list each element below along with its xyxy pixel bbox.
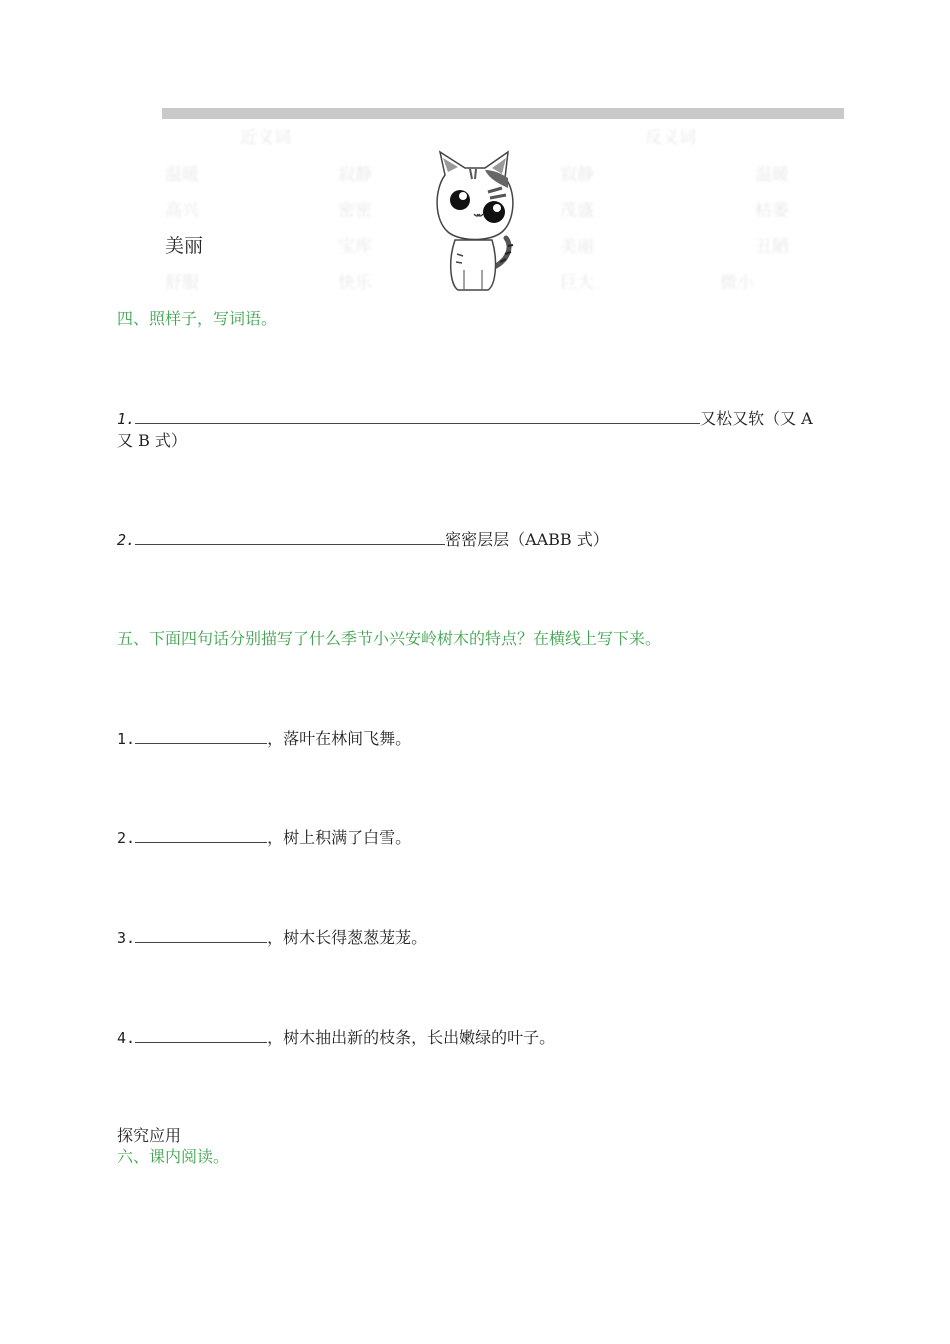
table-header-bar xyxy=(162,108,844,119)
section4-q2 xyxy=(117,527,609,550)
table-cell: 温暖 xyxy=(165,165,199,185)
q2-tail: 密密层层（AABB 式） xyxy=(445,530,609,549)
item-number: 4. xyxy=(117,1029,136,1047)
section5-title: 五、下面四句话分别描写了什么季节小兴安岭树木的特点？在横线上写下来。 xyxy=(117,629,662,648)
q1-tail: 又松又软（又 A xyxy=(700,409,813,428)
answer-blank[interactable] xyxy=(135,530,445,545)
table-cell: 温暖 xyxy=(755,165,789,185)
left-header: 近义词 xyxy=(240,128,291,148)
item-number: 1. xyxy=(117,730,136,748)
section5-item-1 xyxy=(117,726,411,749)
table-cell: 高兴 xyxy=(165,201,199,221)
section5-item-3 xyxy=(117,925,427,948)
table-cell: 舒服 xyxy=(165,273,199,293)
item-number: 3. xyxy=(117,929,136,947)
answer-blank[interactable] xyxy=(135,828,267,843)
table-cell: 寂静 xyxy=(338,165,372,185)
item-text: ，树上积满了白雪。 xyxy=(267,828,412,847)
table-cell: 宝库 xyxy=(338,237,372,257)
section6-heading: 探究应用 xyxy=(117,1126,182,1145)
section6-title: 六、课内阅读。 xyxy=(117,1147,230,1166)
table-cell: 微小 xyxy=(720,273,754,293)
section4-q1 xyxy=(117,406,813,429)
answer-blank[interactable] xyxy=(135,928,267,943)
item-text: ，落叶在林间飞舞。 xyxy=(267,729,412,748)
answer-blank[interactable] xyxy=(135,409,700,424)
answer-blank[interactable] xyxy=(135,729,267,744)
table-cell: 快乐 xyxy=(338,273,372,293)
q2-number: 2. xyxy=(117,531,136,549)
table-cell: 美丽 xyxy=(560,237,594,257)
q1-tail-cont: 又 B 式） xyxy=(117,431,187,450)
answer-blank[interactable] xyxy=(135,1028,267,1043)
section5-item-4 xyxy=(117,1025,555,1048)
right-header: 反义词 xyxy=(645,128,696,148)
table-cell: 寂静 xyxy=(560,165,594,185)
table-cell: 巨大 xyxy=(560,273,594,293)
item-text: ，树木长得葱葱茏茏。 xyxy=(267,928,428,947)
item-text: ，树木抽出新的枝条，长出嫩绿的叶子。 xyxy=(267,1028,556,1047)
table-cell: 丑陋 xyxy=(755,237,789,257)
table-cell: 枯萎 xyxy=(755,201,789,221)
table-cell-visible: 美丽 xyxy=(165,235,204,257)
section4-title: 四、照样子，写词语。 xyxy=(117,309,278,328)
table-cell: 茂盛 xyxy=(560,201,594,221)
table-cell: 密密 xyxy=(338,201,372,221)
cat-illustration xyxy=(430,150,520,295)
item-number: 2. xyxy=(117,829,136,847)
q1-number: 1. xyxy=(117,410,136,428)
section5-item-2 xyxy=(117,825,411,848)
